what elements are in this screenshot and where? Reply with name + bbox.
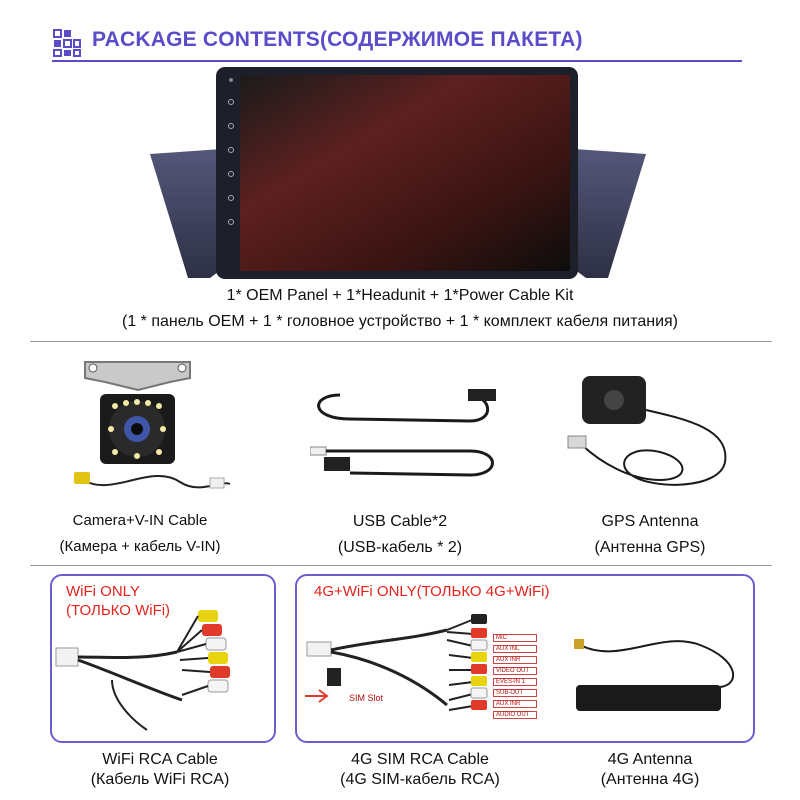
head-unit-image [148, 64, 648, 284]
cable-label: AUX INR [493, 700, 537, 708]
fourg-antenna-image [560, 625, 750, 735]
camera-caption-ru: (Камера + кабель V-IN) [59, 538, 221, 555]
divider [30, 341, 772, 342]
fourg-antenna-caption-en: 4G Antenna [607, 751, 693, 768]
cable-label: AUX INL [493, 645, 537, 653]
usb-caption-ru: (USB-кабель * 2) [337, 539, 463, 556]
cable-label: AUX INR [493, 656, 537, 664]
cable-label: MIC [493, 634, 537, 642]
fourg-antenna-caption-ru: (Антенна 4G) [600, 771, 700, 788]
wifi-only-tag-ru: (ТОЛЬКО WiFi) [66, 602, 171, 619]
wifi-rca-cable-image [52, 600, 270, 735]
cable-label: VIDEO OUT [493, 667, 537, 675]
usb-caption-en: USB Cable*2 [352, 513, 448, 530]
camera-caption-en: Camera+V-IN Cable [72, 512, 208, 529]
fourg-wifi-tag: 4G+WiFi ONLY(ТОЛЬКО 4G+WiFi) [314, 583, 550, 600]
gps-antenna-image [560, 370, 750, 500]
page-title: PACKAGE CONTENTS(СОДЕРЖИМОЕ ПАКЕТА) [92, 28, 583, 51]
fourg-cable-caption-en: 4G SIM RCA Cable [351, 751, 489, 768]
gps-caption-ru: (Антенна GPS) [594, 539, 706, 556]
package-grid-icon [52, 28, 82, 58]
cable-label-list [493, 634, 537, 722]
cable-label: SUB-OUT [493, 689, 537, 697]
wifi-rca-caption-ru: (Кабель WiFi RCA) [90, 771, 230, 788]
main-caption-en: 1* OEM Panel + 1*Headunit + 1*Power Cable Kit [226, 287, 574, 304]
cable-label: EVES-IN 1 [493, 678, 537, 686]
camera-image [60, 350, 240, 510]
wifi-only-tag: WiFi ONLY [66, 583, 140, 600]
wifi-rca-caption-en: WiFi RCA Cable [102, 751, 218, 768]
usb-cable-image [310, 385, 510, 485]
header-rule [52, 60, 742, 62]
cable-label: AUDIO OUT [493, 711, 537, 719]
main-caption-ru: (1 * панель OEM + 1 * головное устройство + 1 * комплект кабеля питания) [121, 313, 678, 330]
gps-caption-en: GPS Antenna [601, 513, 699, 530]
divider [30, 565, 772, 566]
fourg-cable-caption-ru: (4G SIM-кабель RCA) [340, 771, 500, 788]
sim-slot-label: SIM Slot [349, 693, 384, 703]
